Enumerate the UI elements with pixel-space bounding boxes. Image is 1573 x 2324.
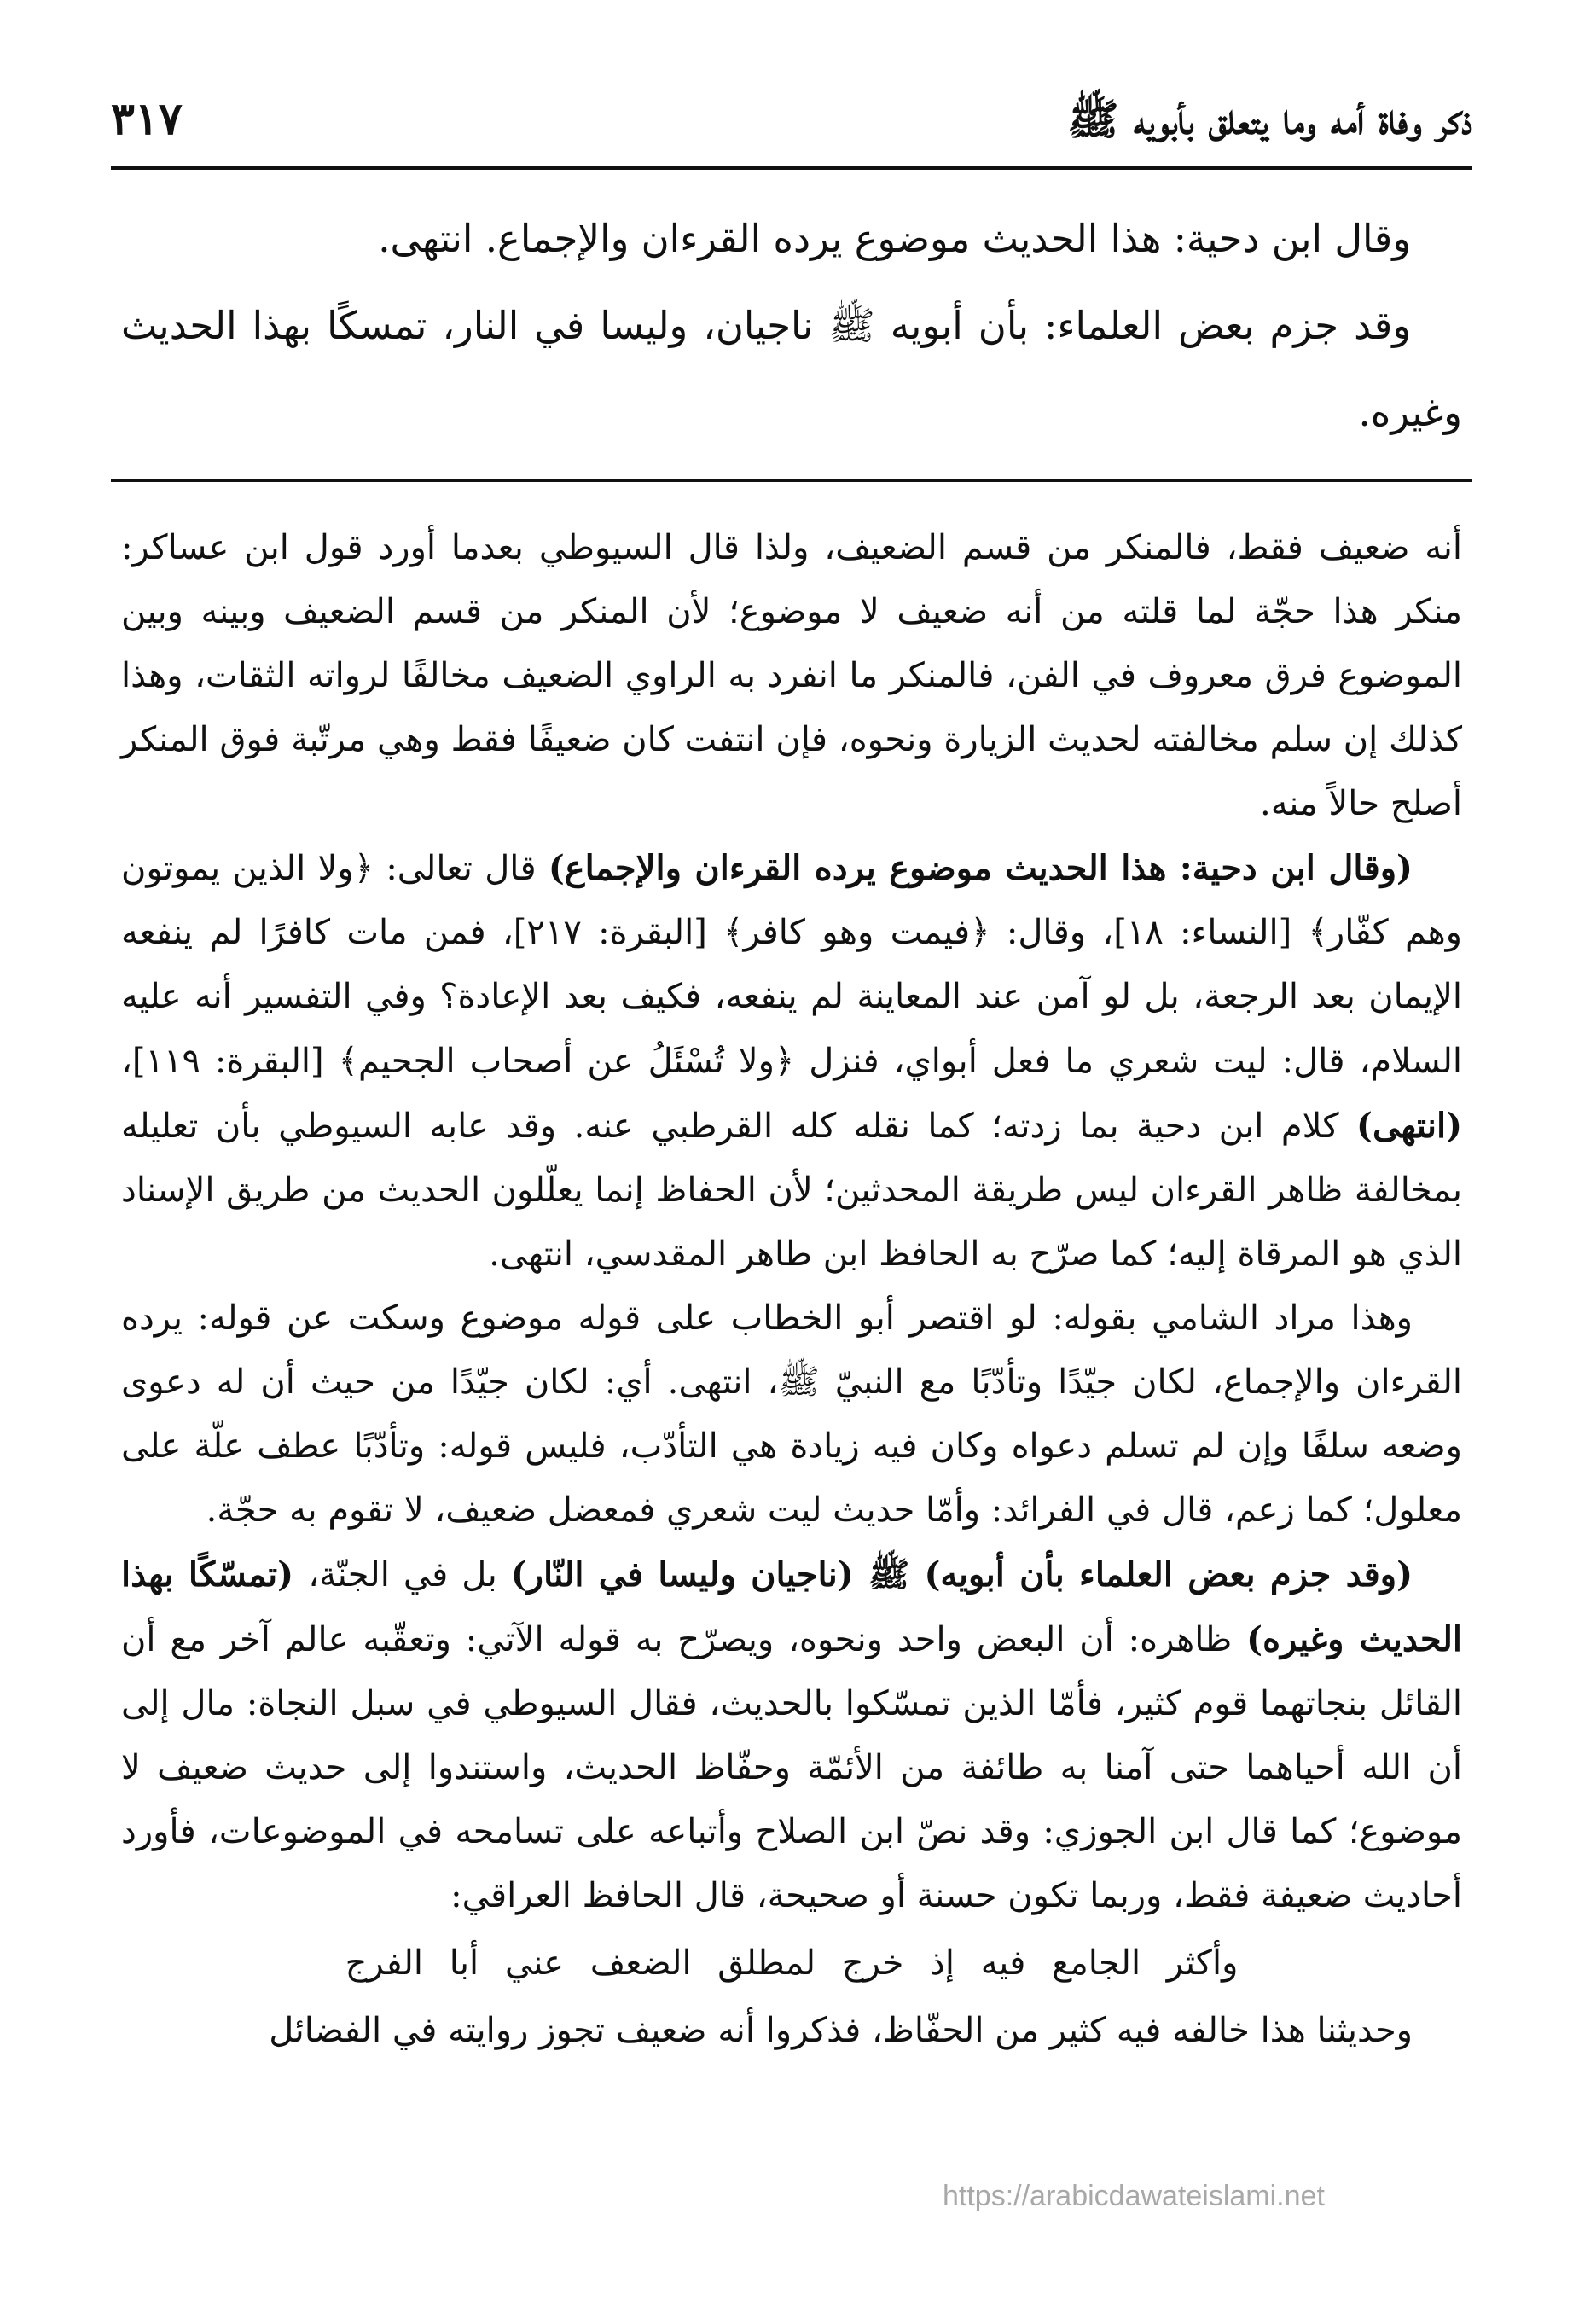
- main-text-paragraph: وقال ابن دحية: هذا الحديث موضوع يرده القرءان والإجماع. انتهى.: [378, 216, 1411, 261]
- commentary-text: ظاهره: أن البعض واحد ونحوه، ويصرّح به قوله الآتي: وتعقّبه عالم آخر مع أن القائل بنجاتهما قوم كثير، فأمّا الذين تمسّكوا بالحديث، فقال السيوطي في سبل النجاة: مال إلى أن الله أحياهما حتى آمنا به طائفة من الأئمّة وحفّاظ الحديث، واستندوا إلى حديث ضعيف لا موضوع؛ كما قال ابن الجوزي: وقد نصّ ابن الصلاح وأتباعه على تسامحه في الموضوعات، فأورد أحاديث ضعيفة فقط، وربما تكون حسنة أو صحيحة، قال الحافظ العراقي:: [121, 1620, 1462, 1915]
- commentary-text: كلام ابن دحية بما زدته؛ كما نقله كله القرطبي عنه. وقد عابه السيوطي بأن تعليله بمخالفة ظاهر القرءان ليس طريقة المحدثين؛ لأن الحفاظ إنما يعلّلون الحديث من طريق الإسناد الذي هو المرقاة إليه؛ كما صرّح به الحافظ ابن طاهر المقدسي، انتهى.: [121, 1107, 1462, 1274]
- poetry-verse: وأكثر الجامع فيه إذ خرج لمطلق الضعف عني أبا الفرج: [345, 1943, 1239, 1983]
- running-title: ذكر وفاة أمه وما يتعلق بأبويه ﷺ: [1067, 94, 1472, 144]
- quoted-lemma: (انتهى): [1356, 1106, 1462, 1146]
- commentary: [111, 482, 1472, 2063]
- main-text: [111, 170, 1472, 456]
- main-text-paragraph: وقد جزم بعض العلماء: بأن أبويه ﷺ ناجيان، وليسا في النار، تمسكًا بهذا الحديث وغيره.: [121, 303, 1462, 435]
- quoted-lemma: (وقد جزم بعض العلماء بأن أبويه) ﷺ (ناجيان وليسا في النّار): [510, 1554, 1413, 1595]
- quoted-lemma: (وقال ابن دحية: هذا الحديث موضوع يرده القرءان والإجماع): [548, 848, 1413, 888]
- quoted-lemma: (تمسّكًا بهذا الحديث وغيره): [121, 1554, 1462, 1659]
- commentary-text: قال تعالى: ﴿ولا الذين يموتون وهم كفّار﴾ [النساء: ١٨]، وقال: ﴿فيمت وهو كافر﴾ [البقرة: ٢١٧]، فمن مات كافرًا لم ينفعه الإيمان بعد الرجعة، بل لو آمن عند المعاينة لم ينفعه، فكيف بعد الإعادة؟ وفي التفسير أنه عليه السلام، قال: ليت شعري ما فعل أبواي، فنزل ﴿ولا تُسْئَلُ عن أصحاب الجحيم﴾ [البقرة: ١١٩]،: [121, 849, 1462, 1081]
- commentary-text: بل في الجنّة،: [308, 1555, 511, 1595]
- page-number: ٣١٧: [111, 93, 183, 145]
- commentary-paragraph: أنه ضعيف فقط، فالمنكر من قسم الضعيف، ولذا قال السيوطي بعدما أورد قول ابن عساكر: منكر هذا حجّة لما قلته من أنه ضعيف لا موضوع؛ لأن المنكر من قسم الضعيف وبينه وبين الموضوع فرق معروف في الفن، فالمنكر ما انفرد به الراوي الضعيف مخالفًا لرواته الثقات، وهذا كذلك إن سلم مخالفته لحديث الزيارة ونحوه، فإن انتفت كان ضعيفًا فقط وهي مرتّبة فوق المنكر أصلح حالاً منه.: [121, 528, 1463, 823]
- book-page: [111, 81, 1472, 2265]
- commentary-paragraph: [121, 836, 1462, 1287]
- commentary-paragraph: وحديثنا هذا خالفه فيه كثير من الحفّاظ، فذكروا أنه ضعيف تجوز روايته في الفضائل: [269, 2011, 1413, 2050]
- watermark-url: https://arabicdawateislami.net: [943, 2180, 1325, 2212]
- commentary-paragraph: وهذا مراد الشامي بقوله: لو اقتصر أبو الخطاب على قوله موضوع وسكت عن قوله: يرده القرءان والإجماع، لكان جيّدًا وتأدّبًا مع النبيّ ﷺ، انتهى. أي: لكان جيّدًا من حيث أن له دعوى وضعه سلفًا وإن لم تسلم دعواه وكان فيه زيادة هي التأدّب، فليس قوله: وتأدّبًا عطف علّة على معلول؛ كما زعم، قال في الفرائد: وأمّا حديث ليت شعري فمعضل ضعيف، لا تقوم به حجّة.: [121, 1299, 1462, 1530]
- commentary-paragraph: [121, 1543, 1462, 1928]
- page-header: [111, 81, 1472, 158]
